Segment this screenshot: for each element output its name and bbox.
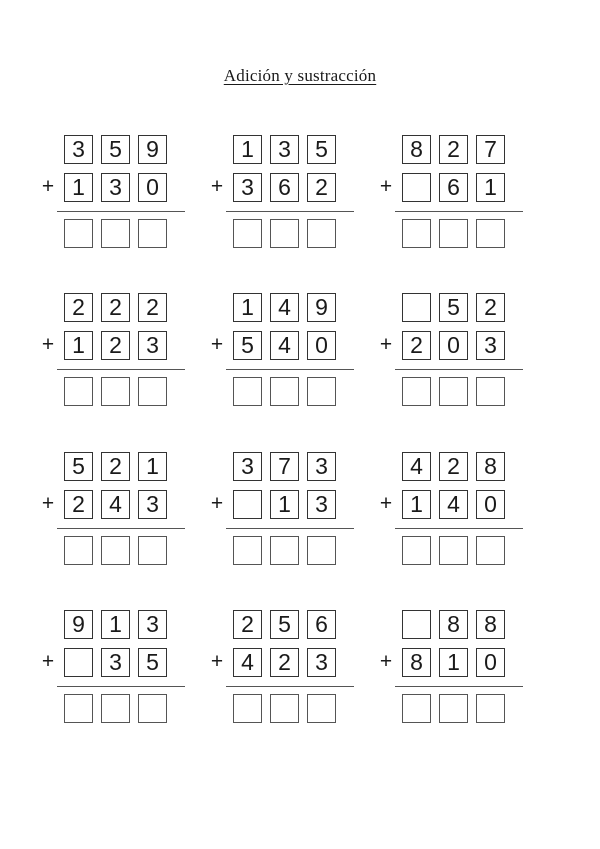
addend-bottom-row	[64, 648, 167, 677]
digit-box: 2	[233, 610, 262, 639]
digit-box	[233, 490, 262, 519]
answer-row	[402, 219, 505, 248]
digit-box: 2	[64, 293, 93, 322]
answer-digit-box[interactable]	[138, 219, 167, 248]
addition-problem	[378, 293, 528, 413]
digit-box: 3	[307, 490, 336, 519]
addition-problem	[378, 610, 528, 730]
answer-digit-box[interactable]	[476, 377, 505, 406]
answer-digit-box[interactable]	[307, 219, 336, 248]
digit-box: 2	[476, 293, 505, 322]
addend-top-row	[402, 452, 505, 481]
digit-box: 4	[439, 490, 468, 519]
addition-problem	[40, 135, 190, 255]
answer-digit-box[interactable]	[101, 377, 130, 406]
sum-line	[226, 369, 354, 370]
digit-box: 6	[439, 173, 468, 202]
digit-box: 7	[476, 135, 505, 164]
answer-digit-box[interactable]	[64, 377, 93, 406]
digit-box: 4	[402, 452, 431, 481]
digit-box: 1	[233, 293, 262, 322]
digit-box: 1	[476, 173, 505, 202]
addend-top-row	[233, 135, 336, 164]
answer-digit-box[interactable]	[307, 694, 336, 723]
digit-box: 1	[64, 331, 93, 360]
digit-box: 3	[270, 135, 299, 164]
digit-box: 2	[307, 173, 336, 202]
digit-box: 1	[138, 452, 167, 481]
addend-bottom-row	[402, 490, 505, 519]
addend-bottom-row	[233, 490, 336, 519]
digit-box: 1	[233, 135, 262, 164]
addend-top-row	[233, 610, 336, 639]
answer-row	[402, 694, 505, 723]
answer-digit-box[interactable]	[476, 219, 505, 248]
digit-box: 1	[101, 610, 130, 639]
addend-top-row	[64, 293, 167, 322]
digit-box: 0	[307, 331, 336, 360]
answer-row	[233, 536, 336, 565]
plus-sign: +	[379, 492, 393, 515]
digit-box: 2	[138, 293, 167, 322]
answer-row	[233, 377, 336, 406]
plus-sign: +	[41, 650, 55, 673]
answer-digit-box[interactable]	[64, 219, 93, 248]
plus-sign: +	[379, 175, 393, 198]
digit-box: 0	[439, 331, 468, 360]
sum-line	[57, 211, 185, 212]
answer-row	[64, 219, 167, 248]
addend-bottom-row	[233, 173, 336, 202]
answer-digit-box[interactable]	[101, 219, 130, 248]
addend-bottom-row	[233, 648, 336, 677]
addition-problem	[209, 135, 359, 255]
answer-digit-box[interactable]	[307, 536, 336, 565]
digit-box: 8	[476, 452, 505, 481]
addition-problem	[40, 610, 190, 730]
answer-row	[402, 377, 505, 406]
digit-box: 1	[402, 490, 431, 519]
digit-box: 2	[101, 293, 130, 322]
answer-row	[402, 536, 505, 565]
answer-digit-box[interactable]	[101, 694, 130, 723]
answer-row	[64, 377, 167, 406]
answer-digit-box[interactable]	[439, 694, 468, 723]
addend-top-row	[64, 135, 167, 164]
digit-box: 4	[270, 331, 299, 360]
digit-box: 3	[233, 173, 262, 202]
digit-box: 6	[307, 610, 336, 639]
digit-box: 5	[138, 648, 167, 677]
addend-top-row	[64, 452, 167, 481]
addition-problem	[209, 452, 359, 572]
addend-bottom-row	[64, 173, 167, 202]
plus-sign: +	[379, 333, 393, 356]
sum-line	[395, 369, 523, 370]
answer-digit-box[interactable]	[138, 536, 167, 565]
addition-problem	[378, 135, 528, 255]
sum-line	[395, 211, 523, 212]
plus-sign: +	[210, 175, 224, 198]
answer-digit-box[interactable]	[402, 694, 431, 723]
digit-box: 8	[402, 135, 431, 164]
sum-line	[57, 528, 185, 529]
digit-box: 2	[101, 452, 130, 481]
sum-line	[395, 528, 523, 529]
plus-sign: +	[41, 175, 55, 198]
digit-box: 5	[233, 331, 262, 360]
digit-box: 4	[101, 490, 130, 519]
plus-sign: +	[379, 650, 393, 673]
answer-row	[64, 694, 167, 723]
plus-sign: +	[41, 333, 55, 356]
digit-box: 6	[270, 173, 299, 202]
answer-digit-box[interactable]	[402, 377, 431, 406]
worksheet-title: Adición y sustracción	[223, 66, 377, 85]
answer-digit-box[interactable]	[270, 694, 299, 723]
digit-box	[402, 610, 431, 639]
digit-box: 3	[307, 648, 336, 677]
addend-bottom-row	[402, 173, 505, 202]
digit-box: 9	[64, 610, 93, 639]
answer-digit-box[interactable]	[233, 536, 262, 565]
sum-line	[226, 686, 354, 687]
addend-top-row	[233, 452, 336, 481]
addition-problem	[40, 452, 190, 572]
answer-row	[64, 536, 167, 565]
answer-digit-box[interactable]	[101, 536, 130, 565]
answer-digit-box[interactable]	[233, 219, 262, 248]
digit-box: 5	[64, 452, 93, 481]
digit-box: 1	[270, 490, 299, 519]
digit-box: 3	[233, 452, 262, 481]
digit-box: 0	[476, 648, 505, 677]
sum-line	[57, 686, 185, 687]
plus-sign: +	[41, 492, 55, 515]
addend-bottom-row	[402, 648, 505, 677]
addition-problem	[378, 452, 528, 572]
digit-box: 2	[270, 648, 299, 677]
digit-box: 5	[101, 135, 130, 164]
digit-box: 0	[476, 490, 505, 519]
answer-digit-box[interactable]	[402, 536, 431, 565]
digit-box: 3	[138, 331, 167, 360]
sum-line	[226, 528, 354, 529]
digit-box: 2	[64, 490, 93, 519]
digit-box: 3	[64, 135, 93, 164]
digit-box: 0	[138, 173, 167, 202]
digit-box: 4	[233, 648, 262, 677]
digit-box: 2	[402, 331, 431, 360]
answer-row	[233, 694, 336, 723]
addend-top-row	[402, 293, 505, 322]
digit-box: 1	[64, 173, 93, 202]
digit-box: 3	[138, 610, 167, 639]
digit-box: 8	[476, 610, 505, 639]
digit-box	[402, 293, 431, 322]
digit-box: 3	[476, 331, 505, 360]
addend-bottom-row	[402, 331, 505, 360]
addition-problem	[40, 293, 190, 413]
addend-bottom-row	[64, 331, 167, 360]
answer-row	[233, 219, 336, 248]
answer-digit-box[interactable]	[270, 377, 299, 406]
digit-box: 1	[439, 648, 468, 677]
plus-sign: +	[210, 333, 224, 356]
answer-digit-box[interactable]	[439, 219, 468, 248]
answer-digit-box[interactable]	[439, 377, 468, 406]
answer-digit-box[interactable]	[64, 536, 93, 565]
answer-digit-box[interactable]	[233, 694, 262, 723]
addition-problem	[209, 293, 359, 413]
digit-box: 2	[101, 331, 130, 360]
digit-box: 2	[439, 135, 468, 164]
addend-top-row	[233, 293, 336, 322]
digit-box: 3	[138, 490, 167, 519]
digit-box: 8	[402, 648, 431, 677]
digit-box	[64, 648, 93, 677]
plus-sign: +	[210, 492, 224, 515]
digit-box: 5	[307, 135, 336, 164]
sum-line	[57, 369, 185, 370]
digit-box: 4	[270, 293, 299, 322]
answer-digit-box[interactable]	[233, 377, 262, 406]
plus-sign: +	[210, 650, 224, 673]
answer-digit-box[interactable]	[439, 536, 468, 565]
digit-box: 2	[439, 452, 468, 481]
answer-digit-box[interactable]	[476, 536, 505, 565]
answer-digit-box[interactable]	[307, 377, 336, 406]
addition-problem	[209, 610, 359, 730]
answer-digit-box[interactable]	[270, 536, 299, 565]
digit-box	[402, 173, 431, 202]
answer-digit-box[interactable]	[138, 377, 167, 406]
addend-top-row	[64, 610, 167, 639]
digit-box: 5	[439, 293, 468, 322]
sum-line	[395, 686, 523, 687]
digit-box: 5	[270, 610, 299, 639]
digit-box: 3	[101, 648, 130, 677]
answer-digit-box[interactable]	[476, 694, 505, 723]
answer-digit-box[interactable]	[270, 219, 299, 248]
sum-line	[226, 211, 354, 212]
addend-top-row	[402, 135, 505, 164]
addend-top-row	[402, 610, 505, 639]
addend-bottom-row	[233, 331, 336, 360]
answer-digit-box[interactable]	[402, 219, 431, 248]
digit-box: 7	[270, 452, 299, 481]
answer-digit-box[interactable]	[64, 694, 93, 723]
digit-box: 9	[138, 135, 167, 164]
digit-box: 9	[307, 293, 336, 322]
addend-bottom-row	[64, 490, 167, 519]
digit-box: 3	[307, 452, 336, 481]
digit-box: 3	[101, 173, 130, 202]
digit-box: 8	[439, 610, 468, 639]
answer-digit-box[interactable]	[138, 694, 167, 723]
